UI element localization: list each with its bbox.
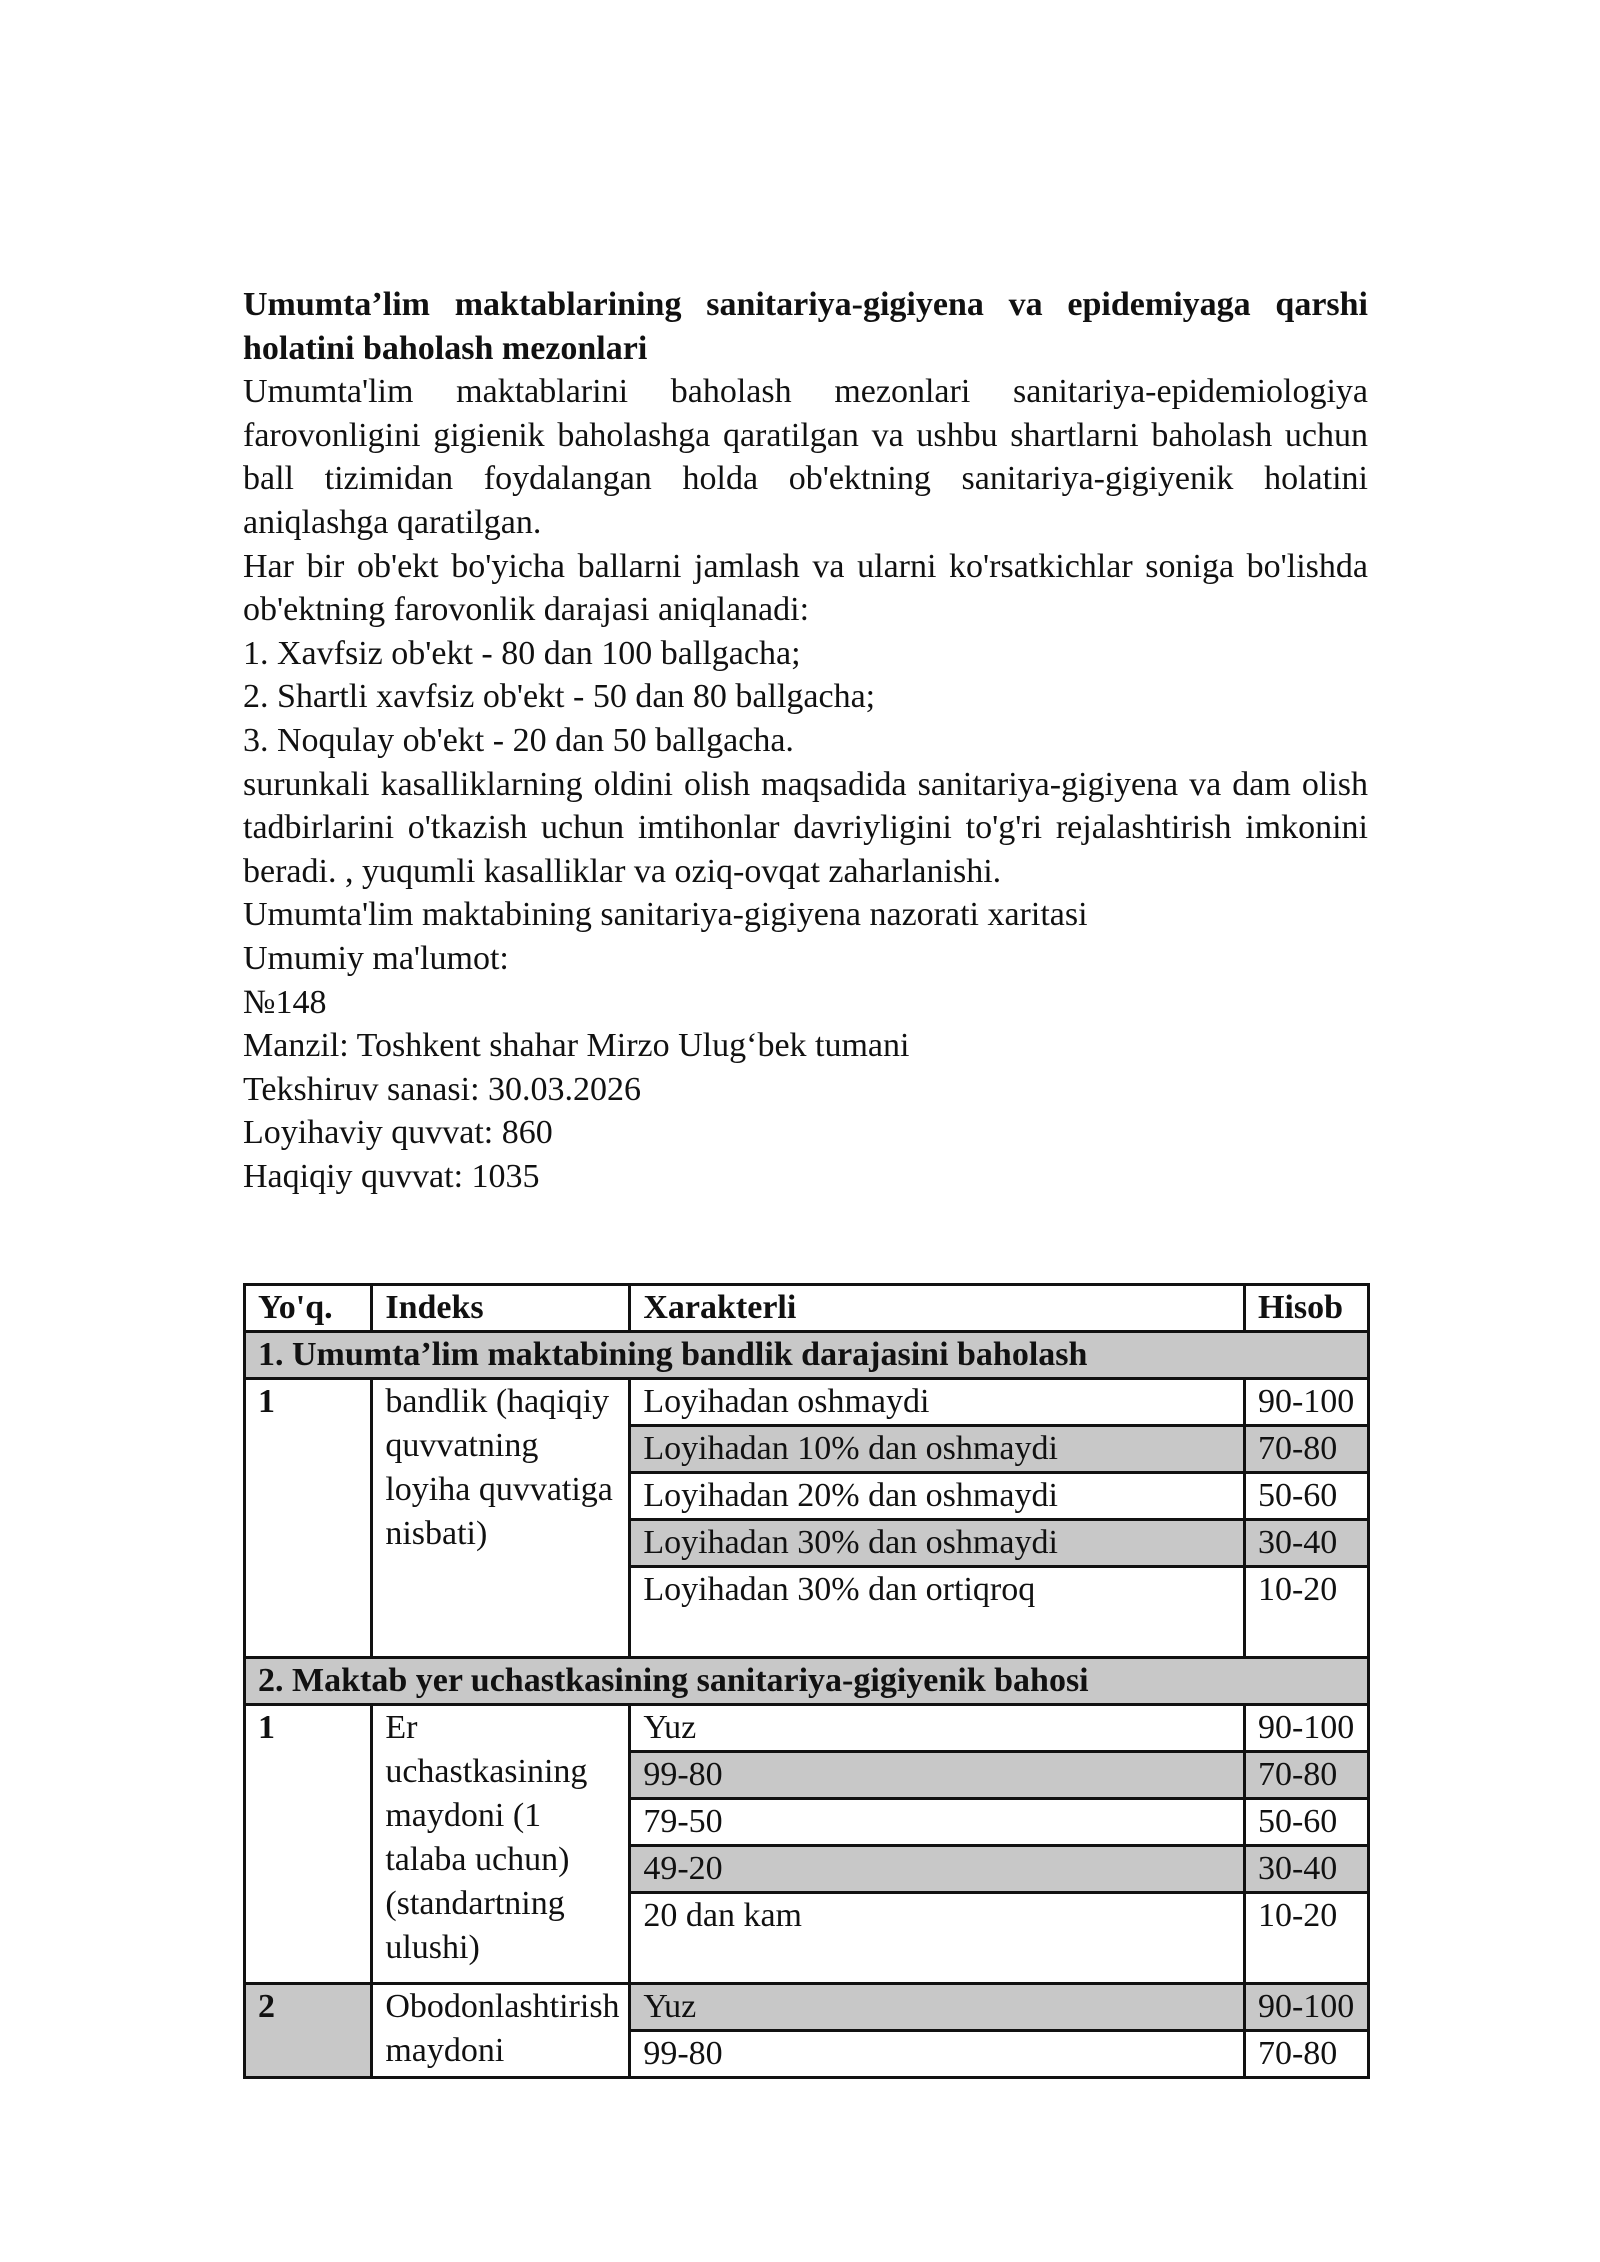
actual-capacity: Haqiqiy quvvat: 1035 (243, 1157, 540, 1195)
criteria-table (243, 1283, 1370, 2079)
characteristic-cell: Loyihadan oshmaydi (630, 1379, 1245, 1426)
score-cell: 70-80 (1244, 2031, 1368, 2078)
address: Manzil: Toshkent shahar Mirzo Ulug‘bek tumani (243, 1027, 910, 1065)
score-cell: 90-100 (1244, 1705, 1368, 1752)
score-cell: 90-100 (1244, 1984, 1368, 2031)
list-item: 3. Noqulay ob'ekt - 20 dan 50 ballgacha. (243, 721, 794, 759)
characteristic-cell: Loyihadan 30% dan ortiqroq (630, 1567, 1245, 1658)
header-index: Indeks (372, 1285, 630, 1332)
list-item: 2. Shartli xavfsiz ob'ekt - 50 dan 80 ballgacha; (243, 678, 876, 716)
header-number: Yo'q. (245, 1285, 372, 1332)
document-title: Umumta’lim maktablarining sanitariya-gigiyena va epidemiyaga qarshi holatini baholash mezonlari (243, 286, 1368, 367)
section-row (245, 1332, 1369, 1379)
item-index: Er uchastkasining maydoni (1 talaba uchun) (standartning ulushi) (372, 1705, 630, 1984)
score-cell: 50-60 (1244, 1799, 1368, 1846)
section-title: 2. Maktab yer uchastkasining sanitariya-gigiyenik bahosi (245, 1658, 1369, 1705)
score-cell: 70-80 (1244, 1752, 1368, 1799)
list-item: 1. Xavfsiz ob'ekt - 80 dan 100 ballgacha; (243, 634, 801, 672)
item-index: bandlik (haqiqiy quvvatning loyiha quvvatiga nisbati) (372, 1379, 630, 1658)
document-body (243, 283, 1368, 1198)
score-cell: 30-40 (1244, 1846, 1368, 1893)
characteristic-cell: 99-80 (630, 2031, 1245, 2078)
map-title: Umumta'lim maktabining sanitariya-gigiyena nazorati xaritasi (243, 896, 1088, 934)
characteristic-cell: 99-80 (630, 1752, 1245, 1799)
item-index: Obodonlashtirish maydoni (372, 1984, 630, 2078)
section-title: 1. Umumta’lim maktabining bandlik darajasini baholash (245, 1332, 1369, 1379)
score-cell: 70-80 (1244, 1426, 1368, 1473)
item-number: 2 (245, 1984, 372, 2078)
score-cell: 10-20 (1244, 1567, 1368, 1658)
score-cell: 30-40 (1244, 1520, 1368, 1567)
inspection-date: Tekshiruv sanasi: 30.03.2026 (243, 1070, 642, 1108)
characteristic-cell: Yuz (630, 1984, 1245, 2031)
characteristic-cell: 20 dan kam (630, 1893, 1245, 1984)
general-info-label: Umumiy ma'lumot: (243, 939, 509, 977)
score-cell: 10-20 (1244, 1893, 1368, 1984)
score-cell: 50-60 (1244, 1473, 1368, 1520)
header-score: Hisob (1244, 1285, 1368, 1332)
intro-paragraph: Umumta'lim maktablarini baholash mezonlari sanitariya-epidemiologiya farovonligini gigienik baholashga qaratilgan va ushbu shartlarni baholash uchun ball tizimidan foydalangan holda ob'ektning sanitariya-gigiyenik holatini aniqlashga qaratilgan. (243, 373, 1368, 541)
header-characteristic: Xarakterli (630, 1285, 1245, 1332)
characteristic-cell: 79-50 (630, 1799, 1245, 1846)
characteristic-cell: Yuz (630, 1705, 1245, 1752)
table-row (245, 1379, 1369, 1426)
school-number: №148 (243, 983, 327, 1021)
characteristic-cell: Loyihadan 20% dan oshmaydi (630, 1473, 1245, 1520)
characteristic-cell: Loyihadan 30% dan oshmaydi (630, 1520, 1245, 1567)
table-row (245, 1984, 1369, 2031)
characteristic-cell: 49-20 (630, 1846, 1245, 1893)
item-number: 1 (245, 1379, 372, 1658)
purpose-paragraph: surunkali kasalliklarning oldini olish maqsadida sanitariya-gigiyena va dam olish tadbirlarini o'tkazish uchun imtihonlar davriyligini to'g'ri rejalashtirish imkonini beradi. , yuqumli kasalliklar va oziq-ovqat zaharlanishi. (243, 765, 1368, 890)
item-number: 1 (245, 1705, 372, 1984)
table-header-row (245, 1285, 1369, 1332)
scoring-paragraph: Har bir ob'ekt bo'yicha ballarni jamlash va ularni ko'rsatkichlar soniga bo'lishda ob'ektning farovonlik darajasi aniqlanadi: (243, 547, 1368, 629)
score-cell: 90-100 (1244, 1379, 1368, 1426)
section-row (245, 1658, 1369, 1705)
characteristic-cell: Loyihadan 10% dan oshmaydi (630, 1426, 1245, 1473)
design-capacity: Loyihaviy quvvat: 860 (243, 1114, 553, 1152)
table-row (245, 1705, 1369, 1752)
